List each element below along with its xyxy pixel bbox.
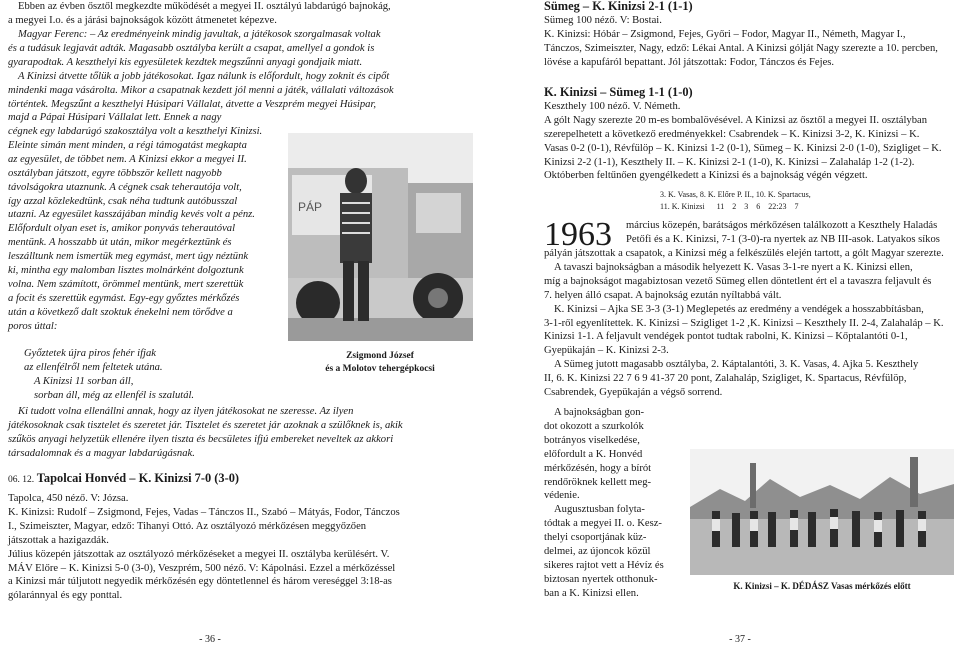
body-line: dot okozott a szurkolók [544, 420, 644, 432]
standings-table [660, 189, 960, 213]
italic-line: Ki tudott volna ellenállni annak, hogy az ilyen játékosokat ne szeresse. Az ilyen [18, 406, 354, 417]
body-line: védenie. [544, 490, 580, 502]
match-report [8, 492, 470, 603]
italic-line: játékosoknak csak tisztelet és szeretet jár. Tisztelet és szeretet jár azoknak a szülőknek is, akik [8, 419, 403, 431]
closing-text [8, 405, 470, 461]
italic-line: A Kinizsi átvette tőlük a jobb játékosokat. Igaz nálunk is előfordult, hogy zoknit és cipőt [18, 70, 390, 82]
body-line: delmei, az újoncok közül [544, 546, 651, 558]
season-1963 [544, 247, 956, 400]
italic-line: Eleinte simán ment minden, a régi támogatást megkapta [8, 139, 247, 151]
table-cell: K. Kinizsi [671, 202, 705, 211]
truck-photo [288, 133, 473, 341]
report-line: gólaránnyal és egy ponttal. [8, 590, 123, 602]
intro-line: Ebben az évben ősztől megkezdte működését a megyei II. osztályú labdarúgó bajnokág, [18, 1, 391, 12]
body-line: pályán játszottak a csapatok, a Kinizsi még a felkészülés elején tartott, a gólt Magyar szerezte. [544, 248, 944, 259]
body-line: mérkőzésén, hogy a bírót [544, 462, 652, 474]
body-line: II, 6. K. Kinizsi 22 7 6 9 41-37 20 pont, Zalahaláp, Szigliget, K. Spartacus, Révfülöp, [544, 373, 907, 385]
italic-line: poros úttal: [8, 320, 58, 332]
body-line: botrányos viselkedése, [544, 434, 640, 446]
body-line: sikeres rajtot vett a Hévíz és [544, 559, 664, 571]
intro [8, 0, 470, 28]
report-line: lövése a kapufáról bepattant. Jól játszottak: Fodor, Tánczos és Fejes. [544, 56, 835, 68]
italic-line: osztályban játszott, egyre többször kellett nagyobb [8, 167, 222, 179]
body-line: Petőfi és a K. Kinizsi, 7-1 (3-0)-ra nyertek az NB III-asok. Latyakos síkos [626, 233, 940, 245]
song-line: sorban áll, még az ellenfél is szalutál. [34, 389, 195, 401]
report-line: Vasas 0-2 (0-1), Révfülöp – K. Kinizsi 1-2 (0-1), Sümeg – K. Kinizsi 2-0 (1-0), Szigliget – K. [544, 142, 942, 154]
italic-line: távolságokra utaznunk. A cégnek csak teherautója volt, [8, 181, 242, 193]
report-line: Keszthely 100 néző. V. Németh. [544, 100, 681, 112]
italic-line: volna. Nem számított, örömmel mentünk, mert szerettük [8, 278, 244, 290]
italic-line: mentünk. A hosszabb út után, mikor megérkeztünk és [8, 237, 232, 249]
body-line: biztosan nyertek otthonuk- [544, 573, 658, 585]
italic-line: mindenki maga vásárolta. Mikor a csapatnak kezdett jól menni a játék, vállalati változások [8, 84, 394, 96]
team-photo-caption: K. Kinizsi – K. DÉDÁSZ Vasas mérkőzés előtt [733, 581, 911, 591]
body-line: tódtak a megyei II. o. Kesz- [544, 518, 662, 530]
narrow-column [544, 406, 684, 601]
body-line: Gyepükaján – K. Kinizsi 2-3. [544, 345, 669, 357]
body-line: előfordult a K. Honvéd [544, 448, 643, 460]
body-line: A bajnokságban gon- [554, 407, 645, 418]
photo-caption [285, 350, 475, 376]
italic-line: majd a Pápai Húsipari Vállalat lett. Ennek a nagy [8, 112, 222, 124]
match1 [544, 0, 954, 70]
report-line: Tánczos, Szimeiszter, Nagy, edző: Lékai Antal. A Kinizsi gólját Nagy szerezte a 10. percben, [544, 42, 938, 54]
table-cell: 2 [732, 202, 737, 211]
body-line: 7. helyen álló csapat. A bajnokság ezután nyíltabbá vált. [544, 289, 782, 301]
table-row [660, 189, 960, 201]
italic-line: gyarapodtak. A keszthelyi kis egyesületek kezdtek megszűnni anyagi gondjaik miatt. [8, 56, 363, 68]
body-line: K. Kinizsi – Ajka SE 3-3 (3-1) Meglepetés az eredmény a vendégek a hosszabbításban, [554, 303, 924, 315]
body-line: Csabrendek, Gyepükaján a végső sorrend. [544, 387, 723, 399]
table-row [660, 201, 960, 213]
table-cell: K. Előre P. II., [707, 190, 754, 199]
table-cell: 3. [660, 190, 666, 199]
italic-line: az egyesület, de többet nem. A Kinizsi ekkor a megyei II. [8, 153, 247, 165]
body-line: ban a K. Kinizsi ellen. [544, 587, 639, 599]
report-line: Sümeg 100 néző. V: Bostai. [544, 14, 662, 26]
match-heading [8, 472, 470, 488]
italic-line: szűkös anyagi helyzetük ellenére ilyen tiszta és becsületes ifjú embereket neveltek az akkori [8, 433, 394, 445]
body-line: thelyi csoportjának küz- [544, 532, 647, 544]
body-line: 3-1-ről egyenlítettek. K. Kinizsi – Szigliget 1-2 ,K. Kinizsi – Keszthely II. 2-4, Zalahaláp – K. [544, 317, 944, 329]
italic-line: és a tudásuk legjavát adták. Magasabb osztályba került a csapat, amellyel a gondok is [8, 42, 375, 54]
match-title: Sümeg – K. Kinizsi 2-1 (1-1) [544, 0, 693, 13]
table-cell: 10. [755, 190, 766, 199]
song-line: A Kinizsi 11 sorban áll, [34, 375, 134, 387]
team-photo-image [690, 449, 954, 575]
right-page [480, 0, 960, 649]
italic-line: ki, mintha egy malomban lisztes molnárként dolgoztunk [8, 265, 244, 277]
report-line: K. Kinizsi: Hóbár – Zsigmond, Fejes, Győri – Fodor, Magyar II., Németh, Magyar I., [544, 28, 906, 40]
song [24, 347, 294, 403]
table-cell: 6 [756, 202, 761, 211]
body-line: Kinizsi 1-1. A feljavult vendégek pontot tudtak rabolni, K. Kinizsi – Kőptalantóti 0-1, [544, 331, 908, 343]
match-date: 06. 12. [8, 475, 35, 485]
song-line: Győztetek újra piros fehér ifjak [24, 348, 157, 359]
body-line: rendőröknek kellett meg- [544, 476, 652, 488]
italic-line: Előfordult olyan eset is, amikor ponyvás teherautóval [8, 223, 236, 235]
italic-line: így azzal közlekedtünk, csak néha tudtunk autóbusszal [8, 195, 238, 207]
report-line: Kinizsi 2-2 (1-1), Keszthely II. – K. Kinizsi 2-1 (1-0), K. Kinizsi – Zalahaláp 1-2 (1-2). [544, 156, 915, 168]
page-number: - 37 - [729, 634, 751, 645]
table-cell: 3 [744, 202, 749, 211]
intro-line: a megyei I.o. és a járási bajnokságok között átmenetet képezve. [8, 14, 277, 26]
interview-text-narrow [8, 125, 280, 334]
body-line: A tavaszi bajnokságban a második helyezett K. Vasas 3-1-re nyert a K. Kinizsi ellen, [554, 261, 913, 273]
caption-line: Zsigmond József [346, 351, 414, 361]
italic-line: cégnek egy labdarúgó szakosztálya volt a keszthelyi Kinizsi. [8, 126, 263, 137]
report-line: Októberben feltűnően gyengélkedett a Kinizsi és a bajnokság végén végzett. [544, 170, 868, 182]
report-line: MÁV Előre – K. Kinizsi 5-0 (3-0), Veszprém, 500 néző. V: Kápolnási. Ezzel a mérkőzéssel [8, 562, 396, 574]
year-drop-number: 1963 [544, 216, 612, 253]
match-title: Tapolcai Honvéd – K. Kinizsi 7-0 (3-0) [36, 471, 240, 485]
table-cell: 11. [660, 202, 670, 211]
table-cell: 11 [716, 202, 725, 211]
match-title: K. Kinizsi – Sümeg 1-1 (1-0) [544, 85, 693, 99]
italic-line: történtek. Megszűnt a keszthelyi Húsipari Vállalat, átvette a Veszprém megyei Húsipar, [8, 98, 377, 110]
body-line: Augusztusban folyta- [554, 504, 645, 516]
italic-line: társadalomnak és a magyar labdarúgásnak. [8, 447, 195, 459]
report-line: I., Szimeiszter, Magyar, edző: Tihanyi Ottó. Az osztályozó mérkőzésen meggyőzően [8, 520, 367, 532]
truck-photo-image [288, 133, 473, 341]
team-photo [690, 449, 954, 575]
match2 [544, 86, 954, 183]
report-line: Július közepén játszottak az osztályozó mérkőzéseket a megyei II. osztályba kerülésért. V. [8, 548, 390, 560]
body-line: március közepén, barátságos mérkőzésen találkozott a Keszthely Haladás [626, 220, 938, 231]
report-line: Tapolca, 450 néző. V: Józsa. [8, 493, 129, 504]
svg-text:PÁP: PÁP [298, 200, 323, 214]
report-line: szerepelhetett a következő eredményekkel: Csabrendek – K. Kinizsi 3-2, K. Kinizsi – K. [544, 128, 920, 140]
body-line: míg a bajnokságot magabiztosan vezető Sümeg ellen döntetlent ért el a tavaszra feljavult és [544, 275, 932, 287]
italic-line: után a következő dalt szoktuk énekelni nem törődve a [8, 306, 233, 318]
italic-line: Magyar Ferenc: – Az eredményeink mindig javultak, a játékosok szorgalmasak voltak [18, 29, 381, 40]
report-line: a Kinizsi már túljutott negyedik mérkőzésén egy döntetlennel és három vereséggel 3:18-as [8, 576, 392, 588]
table-cell: 8. [699, 190, 706, 199]
page-number: - 36 - [199, 634, 221, 645]
body-line: A Sümeg jutott magasabb osztályba, 2. Káptalantóti, 3. K. Vasas, 4. Ajka 5. Keszthely [554, 359, 919, 371]
italic-line: leszálltunk nem ismertük meg egymást, mert úgy néztünk [8, 251, 249, 263]
italic-line: utazni. Az egyesület kasszájában mindig kevés volt a pénz. [8, 209, 255, 221]
report-line: A gólt Nagy szerezte 20 m-es bombalövésével. A Kinizsi az ősztől a megyei II. osztályban [544, 114, 928, 126]
song-line: az ellenfélről nem feltetek utána. [24, 361, 163, 373]
italic-line: a focit és szerettük egymást. Egy-egy győztes mérkőzés [8, 292, 240, 304]
table-cell: 7 [794, 202, 799, 211]
report-line: játszottak a hazigazdák. [8, 534, 109, 546]
table-cell: K. Spartacus, [767, 190, 811, 199]
year-intro [626, 219, 956, 247]
table-cell: 22:23 [768, 202, 787, 211]
report-line: K. Kinizsi: Rudolf – Zsigmond, Fejes, Vadas – Tánczos II., Szabó – Mátyás, Fodor, Tánczos [8, 506, 400, 518]
caption-line: és a Molotov tehergépkocsi [325, 364, 435, 374]
interview-text [8, 28, 470, 125]
table-cell: K. Vasas, [668, 190, 698, 199]
